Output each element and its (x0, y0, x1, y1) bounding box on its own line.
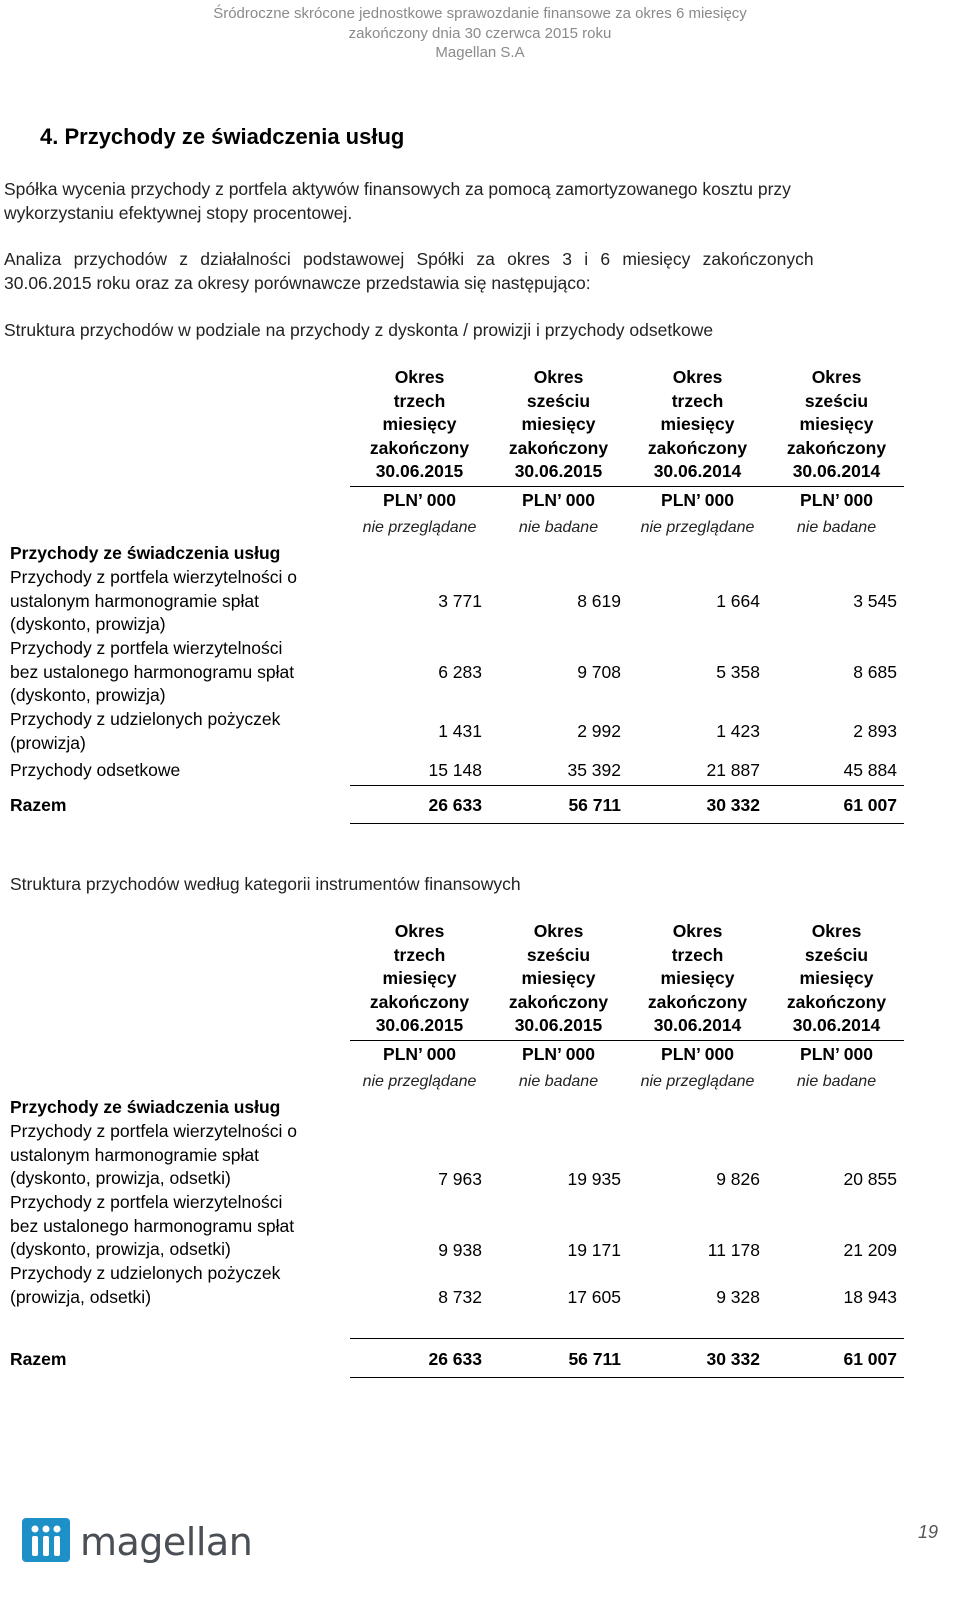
section-title: 4. Przychody ze świadczenia usług (40, 124, 405, 149)
row-label-line: Przychody z udzielonych pożyczek (10, 709, 281, 729)
table-row (10, 1191, 350, 1262)
table-1-caption: Struktura przychodów w podziale na przychody z dyskonta / prowizji i przychody odsetkowe (4, 320, 714, 340)
paragraph-2-line-2: 30.06.2015 roku oraz za okresy porównawcze przedstawia się następująco: (4, 272, 591, 293)
col-head-line: 30.06.2015 (375, 461, 464, 481)
table-2-total-cell: 56 711 (568, 1349, 621, 1369)
table-row (10, 637, 350, 708)
table-row (10, 1262, 350, 1309)
table-cell: 1 664 (716, 591, 760, 611)
row-label-line: bez ustalonego harmonogramu spłat (10, 1215, 295, 1236)
table-2-note-1: nie przeglądane (362, 1073, 477, 1090)
col-head-line: zakończony (369, 991, 470, 1012)
col-head-line: 30.06.2014 (653, 1015, 742, 1035)
col-head-line: 30.06.2015 (375, 1015, 464, 1035)
table-cell: 35 392 (567, 760, 621, 780)
paragraph-2-line-1 (4, 248, 892, 272)
table-cell: 2 893 (853, 721, 897, 741)
table-row (10, 566, 350, 637)
header-line-3: Magellan S.A (435, 44, 525, 61)
col-head-line: Okres (394, 921, 445, 941)
table-2-unit-3: PLN’ 000 (661, 1044, 734, 1064)
row-label-line: (dyskonto, prowizja) (10, 685, 166, 705)
paragraph-2 (4, 248, 892, 295)
table-cell: 9 938 (438, 1240, 482, 1260)
table-1-total-cell: 26 633 (428, 795, 482, 815)
row-label-line: ustalonym harmonogramie spłat (10, 1144, 260, 1165)
table-2-unit-2: PLN’ 000 (522, 1044, 595, 1064)
col-head-line: 30.06.2014 (792, 1015, 881, 1035)
col-head-line: Okres (533, 367, 584, 387)
table-2-col-head-4 (767, 920, 906, 1038)
table-1-total-top-rule (350, 785, 904, 786)
row-label-line: ustalonym harmonogramie spłat (10, 590, 260, 611)
table-1-col-head-2 (489, 366, 628, 484)
col-head-line: trzech (393, 944, 446, 965)
col-head-line: 30.06.2015 (514, 1015, 603, 1035)
table-2-unit-4: PLN’ 000 (800, 1044, 873, 1064)
paragraph-1-line-1: Spółka wycenia przychody z portfela aktywów finansowych za pomocą zamortyzowanego kosztu przy (4, 179, 791, 199)
logo-text: magellan (80, 1520, 253, 1564)
col-head-line: Okres (672, 367, 723, 387)
col-head-line: miesięcy (799, 414, 874, 434)
col-head-line: Okres (533, 921, 584, 941)
table-cell: 17 605 (567, 1287, 621, 1307)
table-cell: 15 148 (428, 760, 482, 780)
table-1-unit-3: PLN’ 000 (661, 490, 734, 510)
table-1-total-cell: 56 711 (568, 795, 621, 815)
table-row (10, 1120, 350, 1191)
table-cell: 9 708 (577, 662, 621, 682)
table-cell: 19 171 (567, 1240, 621, 1260)
col-head-line: trzech (393, 390, 446, 411)
table-2-total-cell: 61 007 (843, 1349, 897, 1369)
paragraph-1-line-2: wykorzystaniu efektywnej stopy procentowej. (4, 202, 353, 223)
row-label-line: (dyskonto, prowizja) (10, 614, 166, 634)
table-1-note-1: nie przeglądane (362, 519, 477, 536)
table-1-group-heading: Przychody ze świadczenia usług (10, 543, 281, 563)
col-head-line: sześciu (526, 390, 591, 411)
col-head-line: miesięcy (660, 968, 735, 988)
col-head-line: sześciu (804, 390, 869, 411)
table-cell: 1 423 (716, 721, 760, 741)
row-label-line: (prowizja) (10, 732, 86, 753)
paragraph-2-line-1-text: Analiza przychodów z działalności podstawowej Spółki za okres 3 i 6 miesięcy zakończonych (4, 249, 814, 269)
col-head-line: 30.06.2014 (792, 461, 881, 481)
table-2-note-4: nie badane (796, 1073, 877, 1090)
table-cell: 2 992 (577, 721, 621, 741)
table-2-header-rule (350, 1040, 904, 1041)
col-head-line: trzech (671, 944, 724, 965)
header-line-2: zakończony dnia 30 czerwca 2015 roku (348, 24, 612, 42)
table-cell: 8 619 (577, 591, 621, 611)
row-label-line: Przychody z portfela wierzytelności o (10, 567, 297, 587)
table-cell: 3 771 (438, 591, 482, 611)
col-head-line: zakończony (508, 991, 609, 1012)
table-cell: 45 884 (843, 760, 897, 780)
row-label-line: (prowizja, odsetki) (10, 1286, 152, 1307)
row-label-line: (dyskonto, prowizja, odsetki) (10, 1168, 231, 1188)
table-cell: 21 887 (706, 760, 760, 780)
col-head-line: miesięcy (660, 414, 735, 434)
col-head-line: zakończony (647, 991, 748, 1012)
table-cell: 8 685 (853, 662, 897, 682)
table-cell: 11 178 (707, 1240, 760, 1260)
table-1-note-2: nie badane (518, 519, 599, 536)
table-cell: 7 963 (438, 1169, 482, 1189)
table-2-unit-1: PLN’ 000 (383, 1044, 456, 1064)
row-label-line: (dyskonto, prowizja, odsetki) (10, 1239, 231, 1259)
col-head-line: trzech (671, 390, 724, 411)
table-1-bottom-rule (350, 823, 904, 824)
row-label-line: bez ustalonego harmonogramu spłat (10, 661, 295, 682)
col-head-line: miesięcy (382, 414, 457, 434)
table-cell: 8 732 (438, 1287, 482, 1307)
table-1-unit-1: PLN’ 000 (383, 490, 456, 510)
table-cell: 1 431 (438, 721, 482, 741)
col-head-line: Okres (811, 921, 862, 941)
col-head-line: zakończony (647, 437, 748, 458)
table-2-total-cell: 30 332 (706, 1349, 760, 1369)
table-1-total-cell: 61 007 (843, 795, 897, 815)
row-label-line: Przychody odsetkowe (10, 760, 181, 780)
table-2-total-label: Razem (10, 1349, 67, 1369)
table-row (10, 759, 350, 783)
col-head-line: Okres (394, 367, 445, 387)
col-head-line: zakończony (786, 991, 887, 1012)
table-cell: 21 209 (843, 1240, 897, 1260)
col-head-line: 30.06.2015 (514, 461, 603, 481)
col-head-line: miesięcy (521, 414, 596, 434)
col-head-line: miesięcy (521, 968, 596, 988)
table-2-bottom-rule (350, 1377, 904, 1378)
table-2-total-cell: 26 633 (428, 1349, 482, 1369)
paragraph-1 (4, 178, 892, 225)
magellan-logo-icon (22, 1518, 70, 1562)
row-label-line: Przychody z portfela wierzytelności (10, 1192, 283, 1212)
col-head-line: 30.06.2014 (653, 461, 742, 481)
table-1-col-head-4 (767, 366, 906, 484)
col-head-line: zakończony (786, 437, 887, 458)
col-head-line: miesięcy (382, 968, 457, 988)
col-head-line: Okres (672, 921, 723, 941)
row-label-line: Przychody z udzielonych pożyczek (10, 1263, 281, 1283)
table-cell: 19 935 (567, 1169, 621, 1189)
table-cell: 3 545 (853, 591, 897, 611)
row-label-line: Przychody z portfela wierzytelności (10, 638, 283, 658)
table-1-total-cell: 30 332 (706, 795, 760, 815)
col-head-line: zakończony (369, 437, 470, 458)
table-1-note-3: nie przeglądane (640, 519, 755, 536)
table-1-unit-4: PLN’ 000 (800, 490, 873, 510)
table-2-note-3: nie przeglądane (640, 1073, 755, 1090)
table-1-note-4: nie badane (796, 519, 877, 536)
table-cell: 6 283 (438, 662, 482, 682)
table-2-col-head-1 (350, 920, 489, 1038)
table-cell: 20 855 (843, 1169, 897, 1189)
table-cell: 9 826 (716, 1169, 760, 1189)
table-1-total-label: Razem (10, 795, 67, 815)
table-2-total-top-rule (350, 1338, 904, 1339)
table-2-col-head-3 (628, 920, 767, 1038)
table-cell: 9 328 (716, 1287, 760, 1307)
table-2-caption: Struktura przychodów według kategorii instrumentów finansowych (10, 874, 521, 894)
page-number: 19 (917, 1522, 938, 1542)
table-2-note-2: nie badane (518, 1073, 599, 1090)
table-1-col-head-3 (628, 366, 767, 484)
row-label-line: Przychody z portfela wierzytelności o (10, 1121, 297, 1141)
header-line-1: Śródroczne skrócone jednostkowe sprawozdanie finansowe za okres 6 miesięcy (213, 5, 747, 22)
col-head-line: sześciu (804, 944, 869, 965)
col-head-line: miesięcy (799, 968, 874, 988)
table-1-header-rule (350, 486, 904, 487)
table-2-group-heading: Przychody ze świadczenia usług (10, 1097, 281, 1117)
table-2-col-head-2 (489, 920, 628, 1038)
table-1-col-head-1 (350, 366, 489, 484)
col-head-line: Okres (811, 367, 862, 387)
table-row (10, 708, 350, 755)
col-head-line: sześciu (526, 944, 591, 965)
document-header (0, 4, 960, 63)
col-head-line: zakończony (508, 437, 609, 458)
table-cell: 5 358 (716, 662, 760, 682)
table-cell: 18 943 (843, 1287, 897, 1307)
table-1-unit-2: PLN’ 000 (522, 490, 595, 510)
